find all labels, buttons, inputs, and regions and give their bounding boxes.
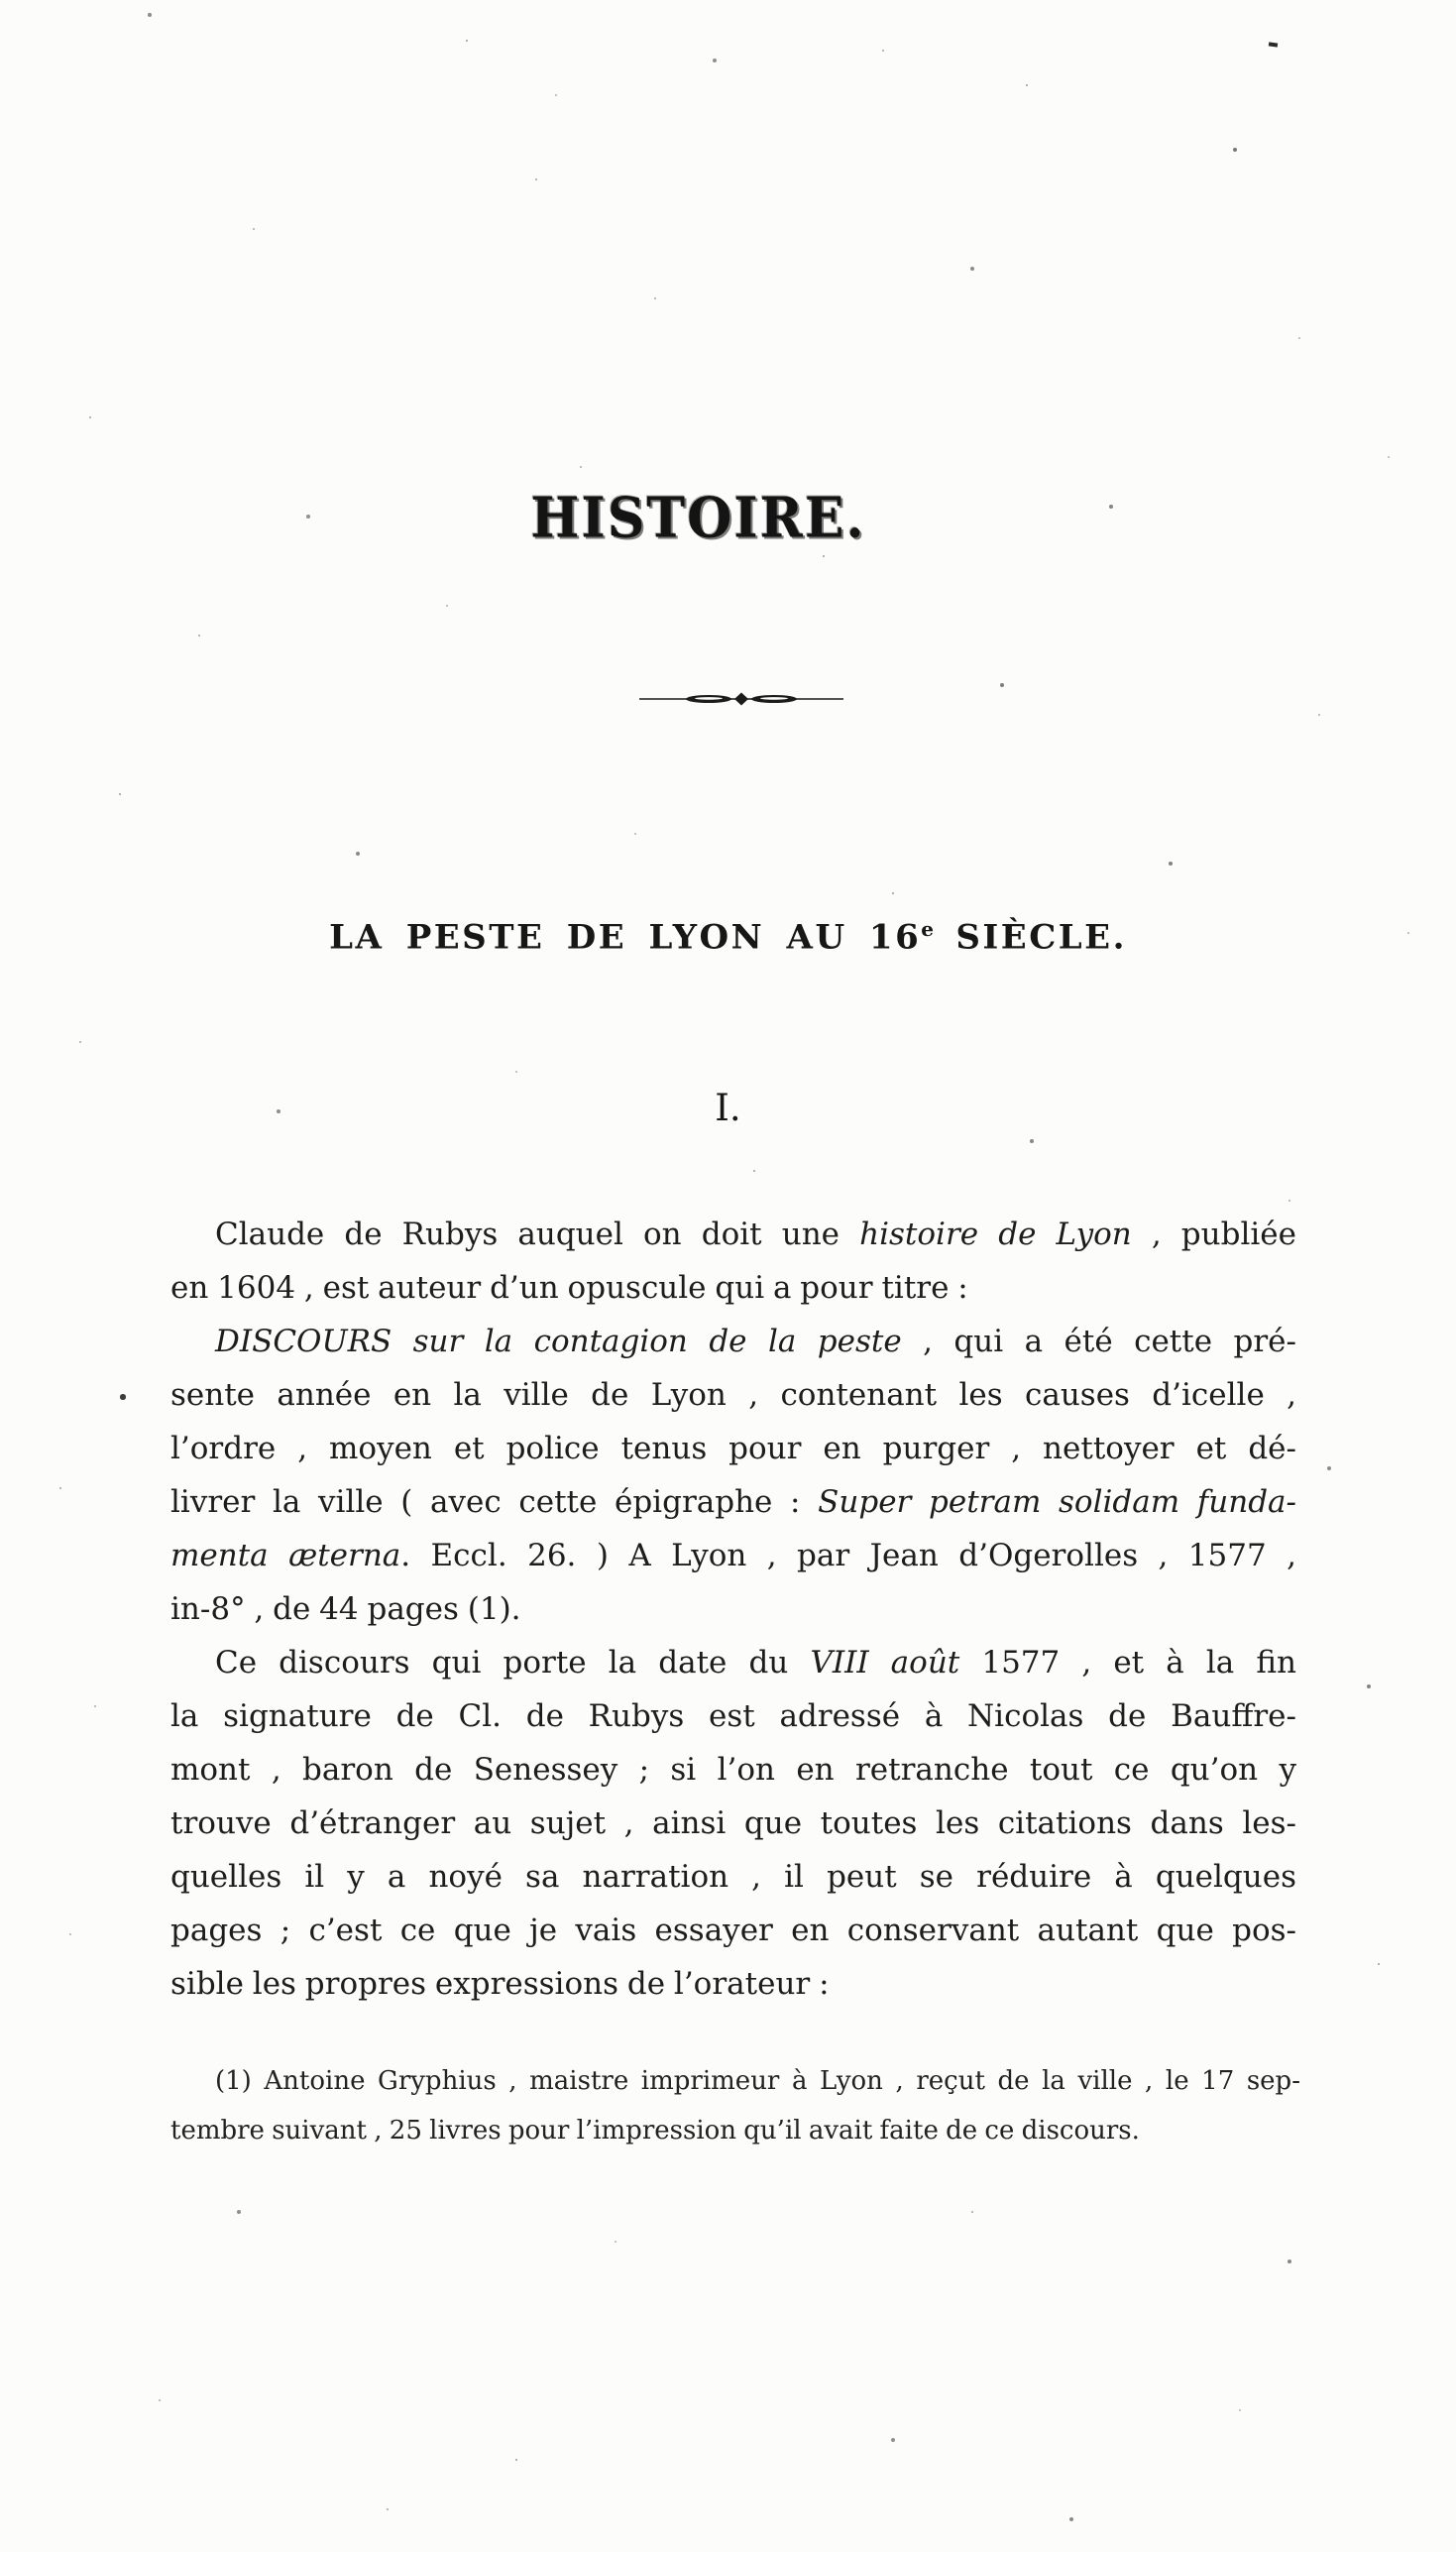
- body-text: [170, 1208, 1296, 2011]
- body-line: Ce discours qui porte la date du VIII août 1577 , et à la fin: [215, 1645, 1296, 1681]
- body-line: livrer la ville ( avec cette épigraphe : Super petram solidam funda-: [170, 1484, 1296, 1520]
- body-line: Claude de Rubys auquel on doit une histoire de Lyon , publiée: [215, 1217, 1296, 1252]
- footnote: [170, 2056, 1300, 2155]
- ornamental-divider-icon: [0, 690, 1456, 712]
- body-line: mont , baron de Senessey ; si l’on en retranche tout ce qu’on y: [170, 1752, 1296, 1788]
- article-heading-text-end: SIÈCLE.: [933, 917, 1127, 958]
- footnote-line: (1) Antoine Gryphius , maistre imprimeur à Lyon , reçut de la ville , le 17 sep-: [215, 2066, 1300, 2096]
- body-line: en 1604 , est auteur d’un opuscule qui a pour titre :: [170, 1270, 968, 1306]
- body-line: in-8° , de 44 pages (1).: [170, 1591, 521, 1627]
- article-heading-superscript: e: [921, 917, 934, 941]
- section-number: I.: [715, 1087, 741, 1129]
- body-line: pages ; c’est ce que je vais essayer en conservant autant que pos-: [170, 1913, 1296, 1948]
- body-line: la signature de Cl. de Rubys est adressé à Nicolas de Bauffre-: [170, 1698, 1296, 1734]
- body-line: DISCOURS sur la contagion de la peste , qui a été cette pré-: [215, 1324, 1296, 1359]
- article-heading-text: LA PESTE DE LYON AU 16: [329, 917, 922, 958]
- page-title: HISTOIRE.: [530, 485, 866, 551]
- body-line: trouve d’étranger au sujet , ainsi que toutes les citations dans les-: [170, 1805, 1296, 1841]
- body-line: sente année en la ville de Lyon , contenant les causes d’icelle ,: [170, 1377, 1296, 1413]
- scan-artifact: [1269, 42, 1278, 47]
- footnote-line: tembre suivant , 25 livres pour l’impression qu’il avait faite de ce discours.: [170, 2116, 1140, 2146]
- scan-noise: [0, 0, 2, 2]
- article-heading: [0, 917, 1456, 957]
- body-line: quelles il y a noyé sa narration , il peut se réduire à quelques: [170, 1859, 1296, 1895]
- body-line: sible les propres expressions de l’orateur :: [170, 1966, 830, 2002]
- body-line: menta æterna. Eccl. 26. ) A Lyon , par Jean d’Ogerolles , 1577 ,: [170, 1538, 1296, 1573]
- body-line: l’ordre , moyen et police tenus pour en purger , nettoyer et dé-: [170, 1431, 1296, 1466]
